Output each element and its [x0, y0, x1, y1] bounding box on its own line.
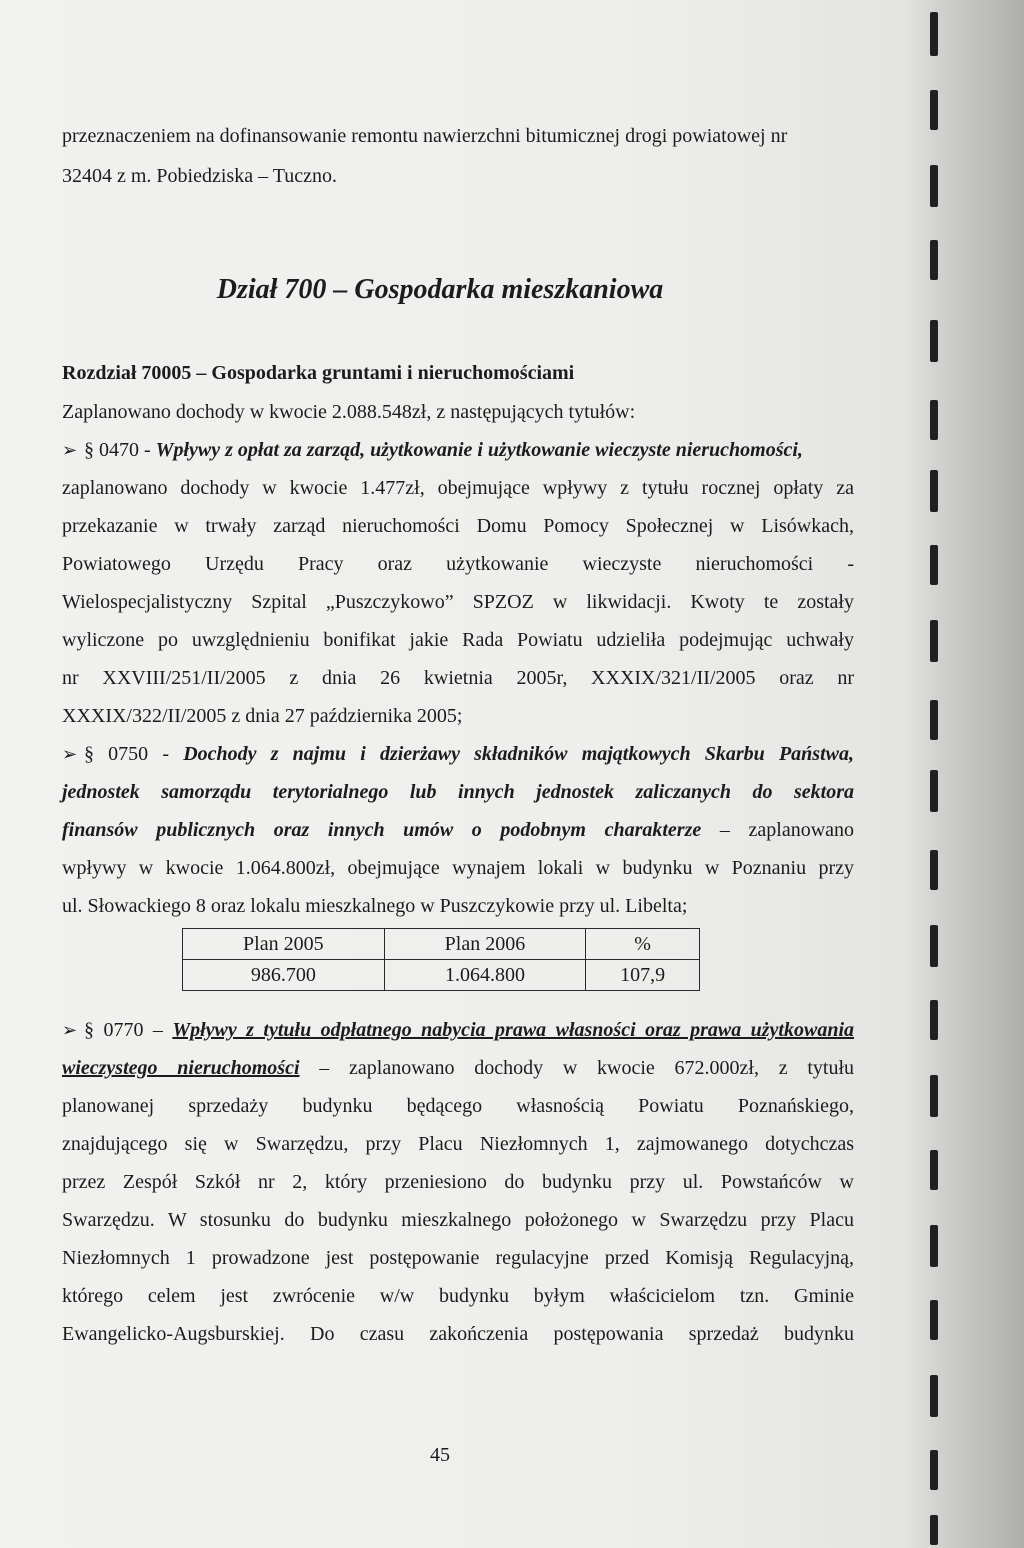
text-fragment: – zaplanowano dochody w kwocie 672.000zł, z tytułu	[319, 1057, 855, 1079]
binding-ring	[930, 1150, 938, 1190]
text-line: Zaplanowano dochody w kwocie 2.088.548zł, z następujących tytułów:	[62, 401, 636, 423]
binding-ring	[930, 1225, 938, 1267]
binding-ring	[930, 90, 938, 130]
table-header-cell: Plan 2006	[384, 929, 586, 960]
paragraph-title: wieczystego nieruchomości	[62, 1057, 300, 1079]
table-header-cell: %	[586, 929, 700, 960]
table-cell: 107,9	[586, 960, 700, 991]
paragraph-title: finansów publicznych oraz innych umów o podobnym charakterze	[62, 819, 702, 841]
section-heading: Dział 700 – Gospodarka mieszkaniowa	[216, 274, 664, 305]
text-line: Wielospecjalistyczny Szpital „Puszczykowo” SPZOZ w likwidacji. Kwoty te zostały	[62, 591, 854, 613]
text-line: nr XXVIII/251/II/2005 z dnia 26 kwietnia 2005r, XXXIX/321/II/2005 oraz nr	[62, 667, 854, 689]
paragraph-title: Wpływy z tytułu odpłatnego nabycia prawa własności oraz prawa użytkowania	[172, 1019, 854, 1041]
list-item-title	[84, 1018, 854, 1042]
text-line: Ewangelicko-Augsburskiej. Do czasu zakończenia postępowania sprzedaż budynku	[62, 1323, 854, 1345]
binding-ring	[930, 1515, 938, 1545]
text-line: przeznaczeniem na dofinansowanie remontu nawierzchni bitumicznej drogi powiatowej nr	[62, 125, 788, 147]
table-header-row	[183, 929, 700, 960]
table-cell: 986.700	[183, 960, 385, 991]
paragraph-code: § 0750 -	[84, 743, 170, 765]
paragraph-title: jednostek samorządu terytorialnego lub innych jednostek zaliczanych do sektora	[62, 781, 854, 803]
text-line: 32404 z m. Pobiedziska – Tuczno.	[62, 165, 337, 187]
binding-ring	[930, 1075, 938, 1117]
binding-ring	[930, 1450, 938, 1490]
binding-ring	[930, 1300, 938, 1340]
plan-table	[182, 928, 700, 991]
binding-ring	[930, 850, 938, 890]
arrow-bullet-icon: ➢	[62, 440, 78, 460]
text-line: wyliczone po uwzględnieniu bonifikat jakie Rada Powiatu udzieliła podejmując uchwały	[62, 629, 854, 651]
text-line: Swarzędzu. W stosunku do budynku mieszkalnego położonego w Swarzędzu przy Placu	[62, 1209, 854, 1231]
subsection-heading: Rozdział 70005 – Gospodarka gruntami i nieruchomościami	[62, 362, 575, 384]
binding-shadow	[904, 0, 1024, 1548]
text-fragment: – zaplanowano	[719, 819, 855, 841]
binding-ring	[930, 545, 938, 585]
text-line: Powiatowego Urzędu Pracy oraz użytkowanie wieczyste nieruchomości -	[62, 553, 854, 575]
paragraph-code: § 0470 -	[84, 439, 151, 461]
list-item-title	[84, 742, 854, 766]
binding-ring	[930, 1000, 938, 1040]
list-item-title	[84, 438, 854, 462]
binding-ring	[930, 320, 938, 362]
text-line: którego celem jest zwrócenie w/w budynku byłym właścicielom tzn. Gminie	[62, 1285, 854, 1307]
binding-ring	[930, 770, 938, 812]
text-line: przekazanie w trwały zarząd nieruchomości Domu Pomocy Społecznej w Lisówkach,	[62, 515, 854, 537]
text-line: przez Zespół Szkół nr 2, który przeniesiono do budynku przy ul. Powstańców w	[62, 1171, 854, 1193]
text-line: XXXIX/322/II/2005 z dnia 27 października 2005;	[62, 705, 463, 727]
paragraph-title: Dochody z najmu i dzierżawy składników majątkowych Skarbu Państwa,	[183, 743, 854, 765]
binding-ring	[930, 700, 938, 740]
page-number: 45	[430, 1444, 450, 1466]
binding-ring	[930, 1375, 938, 1417]
text-line: Niezłomnych 1 prowadzone jest postępowanie regulacyjne przed Komisją Regulacyjną,	[62, 1247, 854, 1269]
text-line: znajdującego się w Swarzędzu, przy Placu Niezłomnych 1, zajmowanego dotychczas	[62, 1133, 854, 1155]
binding-ring	[930, 165, 938, 207]
binding-ring	[930, 620, 938, 662]
binding-ring	[930, 470, 938, 512]
binding-ring	[930, 400, 938, 440]
table-row	[183, 960, 700, 991]
arrow-bullet-icon: ➢	[62, 1020, 78, 1040]
paragraph-title: Wpływy z opłat za zarząd, użytkowanie i użytkowanie wieczyste nieruchomości,	[155, 439, 803, 461]
table-cell: 1.064.800	[384, 960, 586, 991]
binding-ring	[930, 925, 938, 967]
binding-ring	[930, 12, 938, 56]
text-line: zaplanowano dochody w kwocie 1.477zł, obejmujące wpływy z tytułu rocznej opłaty za	[62, 477, 854, 499]
text-line: planowanej sprzedaży budynku będącego własnością Powiatu Poznańskiego,	[62, 1095, 854, 1117]
table-header-cell: Plan 2005	[183, 929, 385, 960]
arrow-bullet-icon: ➢	[62, 744, 78, 764]
binding-ring	[930, 240, 938, 280]
paragraph-code: § 0770 –	[84, 1019, 163, 1041]
text-line: wpływy w kwocie 1.064.800zł, obejmujące wynajem lokali w budynku w Poznaniu przy	[62, 857, 854, 879]
text-line	[62, 818, 854, 842]
text-line: ul. Słowackiego 8 oraz lokalu mieszkalnego w Puszczykowie przy ul. Libelta;	[62, 895, 688, 917]
text-line	[62, 1056, 854, 1080]
